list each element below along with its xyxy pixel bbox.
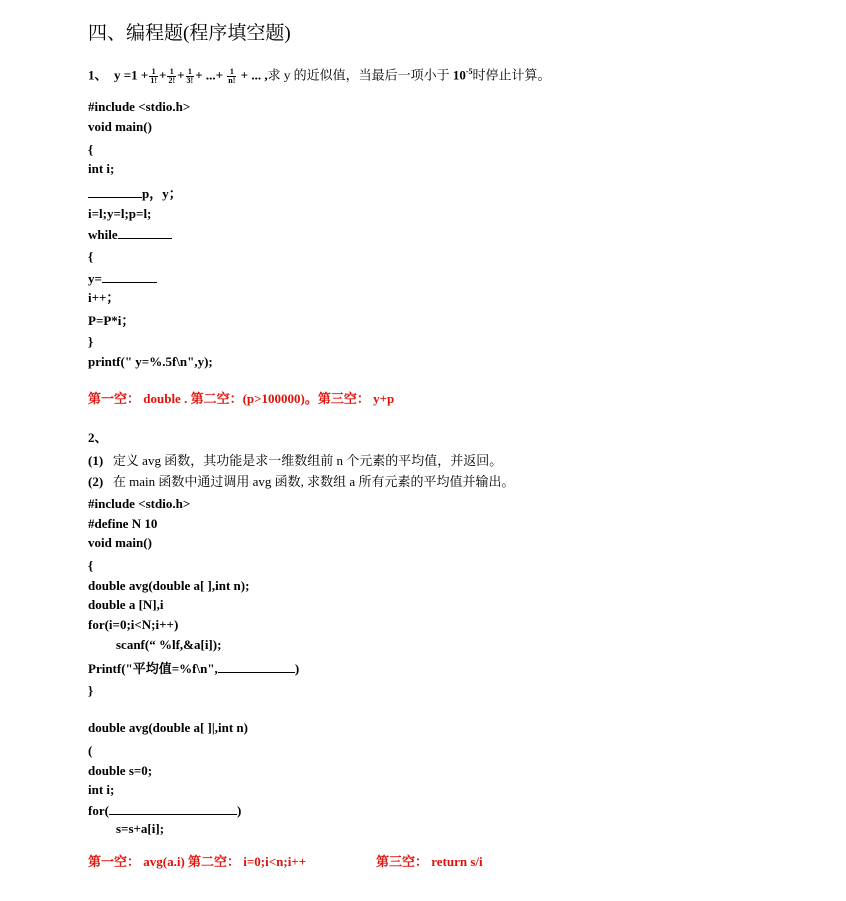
code-line: #define N 10	[88, 516, 158, 531]
code-line: s=s+a[i];	[116, 821, 165, 836]
power-base: 10	[452, 67, 466, 83]
code-line: #include <stdio.h>	[88, 99, 191, 114]
fraction-1: $\frac{1}{1!}$	[150, 66, 158, 85]
code-line: void main()	[88, 119, 152, 134]
code-line: #include <stdio.h>	[88, 496, 191, 511]
code-line: double a [N],i	[88, 597, 164, 612]
fill-blank-1[interactable]	[88, 185, 142, 198]
code-line: double avg(double a[ ],int n);	[88, 578, 250, 593]
q2-item-2: (2) 在 main 函数中通过调用 avg 函数, 求数组 a 所有元素的平均值并输出。	[88, 474, 515, 489]
q1-description: 求 y 的近似值，当最后一项小于	[267, 67, 453, 83]
code-line: Printf("平均值=%f\n", )	[88, 661, 300, 676]
code-line: double s=0;	[88, 763, 153, 778]
code-line: for( )	[88, 803, 242, 818]
code-line: scanf(“ %lf,&a[i]);	[116, 637, 222, 652]
fraction-3: $\frac{1}{3!}$	[186, 66, 194, 85]
power-exp: -5	[465, 67, 473, 76]
fill-blank-3[interactable]	[102, 270, 157, 283]
q2-item-1: (1) 定义 avg 函数，其功能是求一维数组前 n 个元素的平均值，并返回。	[88, 453, 503, 468]
code-line: for(i=0;i<N;i++)	[88, 617, 179, 632]
code-line: i++；	[88, 290, 120, 305]
fill-blank-4[interactable]	[218, 660, 295, 673]
q2-answer-part2: 第三空： return s/i	[376, 854, 483, 869]
code-line: double avg(double a[ ]|,int n)	[88, 720, 248, 735]
q1-answer: 第一空： double . 第二空：(p>100000)。第三空： y+p	[88, 391, 395, 406]
code-line: {	[88, 249, 94, 264]
code-line: (	[88, 743, 93, 758]
code-line: {	[88, 558, 94, 573]
code-line: {	[88, 142, 94, 157]
q2-number: 2、	[88, 430, 108, 445]
code-line: }	[88, 683, 94, 698]
q2-answer-part1: 第一空： avg(a.i) 第二空： i=0;i<n;i++	[88, 854, 307, 869]
code-line: while	[88, 226, 172, 243]
code-line: int i;	[88, 161, 115, 176]
code-line: void main()	[88, 535, 152, 550]
fraction-2: $\frac{1}{2!}$	[168, 66, 176, 85]
code-line: int i;	[88, 782, 115, 797]
fraction-n: $\frac{1}{n!}$	[228, 66, 236, 85]
section-title: 四、编程题(程序填空题)	[88, 23, 291, 44]
fill-blank-5[interactable]	[109, 802, 237, 815]
q1-statement: 1、 y =1 + $\frac{1}{1!}$ + $\frac{1}{2!}$ + $\frac{1}{3!}$ + ...+ $\frac{1}{n!}$ + ... ,求 y 的近似值，当最后一项小于 $10^{-5}$时停止计算。	[88, 66, 551, 85]
code-line: i=l;y=l;p=l;	[88, 206, 152, 221]
q1-number: 1、	[88, 67, 108, 83]
code-line: p，y；	[88, 185, 182, 202]
q1-formula-lhs: y =1 +	[114, 67, 149, 83]
code-line: }	[88, 334, 94, 349]
code-line: P=P*i；	[88, 313, 135, 328]
fill-blank-2[interactable]	[118, 226, 172, 239]
code-line: y=	[88, 270, 157, 287]
code-line: printf(" y=%.5f\n",y);	[88, 354, 213, 369]
